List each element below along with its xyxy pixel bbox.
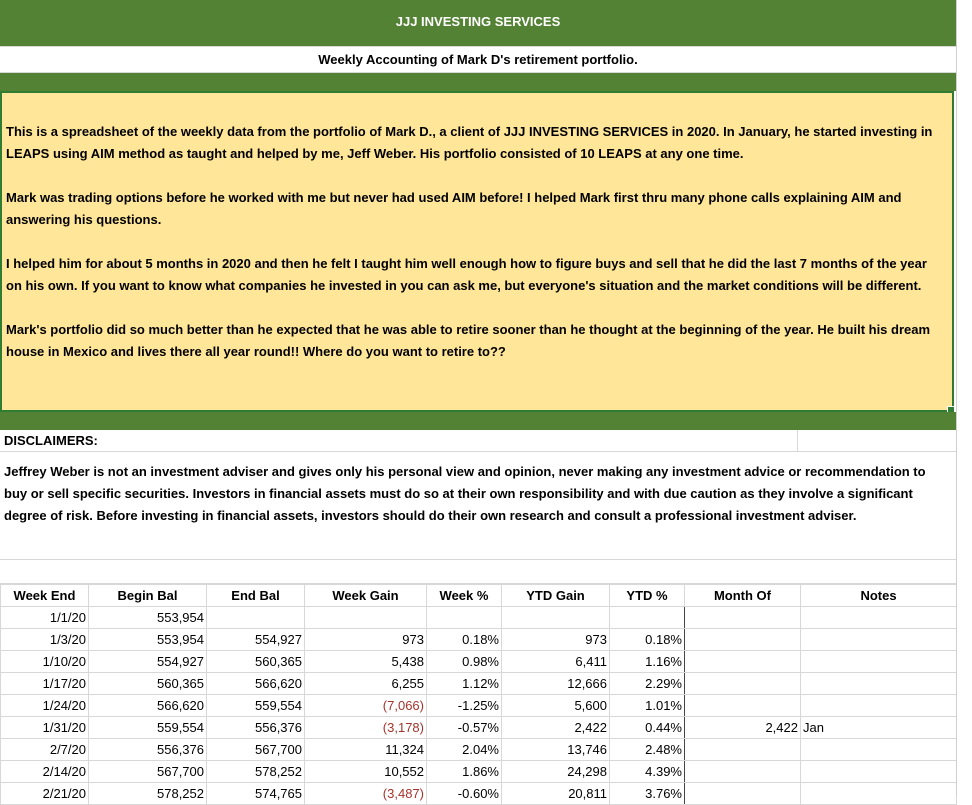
end-bal-cell[interactable]: 574,765 xyxy=(207,783,305,805)
blank-row[interactable] xyxy=(0,560,956,584)
table-row xyxy=(1,695,957,717)
cell-gridline xyxy=(797,430,798,452)
week-pct-cell[interactable] xyxy=(427,607,502,629)
week-end-cell[interactable]: 1/31/20 xyxy=(1,717,89,739)
end-bal-cell[interactable]: 554,927 xyxy=(207,629,305,651)
ytd-gain-cell[interactable]: 20,811 xyxy=(502,783,610,805)
week-end-cell[interactable]: 2/21/20 xyxy=(1,783,89,805)
begin-bal-cell[interactable]: 553,954 xyxy=(89,607,207,629)
table-row xyxy=(1,607,957,629)
subtitle-row[interactable] xyxy=(0,46,956,73)
ytd-pct-cell[interactable]: 0.44% xyxy=(610,717,685,739)
ytd-gain-cell[interactable]: 973 xyxy=(502,629,610,651)
week-gain-cell[interactable]: 10,552 xyxy=(305,761,427,783)
table-row xyxy=(1,673,957,695)
week-pct-cell[interactable]: -0.57% xyxy=(427,717,502,739)
begin-bal-cell[interactable]: 554,927 xyxy=(89,651,207,673)
ytd-pct-cell[interactable]: 2.29% xyxy=(610,673,685,695)
disclaimers-heading: DISCLAIMERS: xyxy=(4,433,98,448)
ytd-pct-cell[interactable]: 1.01% xyxy=(610,695,685,717)
table-row xyxy=(1,629,957,651)
table-row xyxy=(1,651,957,673)
ytd-pct-cell[interactable] xyxy=(610,607,685,629)
header-notes[interactable]: Notes xyxy=(801,585,957,607)
table-row xyxy=(1,717,957,739)
header-month-of[interactable]: Month Of xyxy=(685,585,801,607)
month-of-cell[interactable] xyxy=(685,695,801,717)
begin-bal-cell[interactable]: 560,365 xyxy=(89,673,207,695)
table-row xyxy=(1,739,957,761)
green-divider-bottom xyxy=(0,412,956,430)
intro-paragraph-4: Mark's portfolio did so much better than he expected that he was able to retire sooner than he thought at the beginning of the year. He built his dream house in Mexico and lives there all year round!! Where do you want to retire to?? xyxy=(6,322,931,359)
begin-bal-cell[interactable]: 559,554 xyxy=(89,717,207,739)
ytd-pct-cell[interactable]: 0.18% xyxy=(610,629,685,651)
table-row xyxy=(1,783,957,805)
begin-bal-cell[interactable]: 553,954 xyxy=(89,629,207,651)
notes-cell[interactable] xyxy=(801,761,957,783)
week-gain-cell[interactable] xyxy=(305,607,427,629)
ytd-pct-cell[interactable]: 3.76% xyxy=(610,783,685,805)
notes-cell[interactable] xyxy=(801,629,957,651)
month-of-cell[interactable] xyxy=(685,651,801,673)
week-end-cell[interactable]: 1/17/20 xyxy=(1,673,89,695)
month-of-cell[interactable] xyxy=(685,783,801,805)
notes-cell[interactable] xyxy=(801,739,957,761)
notes-cell[interactable] xyxy=(801,673,957,695)
ytd-gain-cell[interactable]: 13,746 xyxy=(502,739,610,761)
week-pct-cell[interactable]: -1.25% xyxy=(427,695,502,717)
week-gain-cell[interactable]: 6,255 xyxy=(305,673,427,695)
sheet-title: JJJ INVESTING SERVICES xyxy=(395,14,561,29)
month-of-cell[interactable] xyxy=(685,607,801,629)
end-bal-cell[interactable]: 556,376 xyxy=(207,717,305,739)
end-bal-cell[interactable]: 567,700 xyxy=(207,739,305,761)
green-divider-top xyxy=(0,73,956,91)
ytd-gain-cell[interactable]: 2,422 xyxy=(502,717,610,739)
ytd-gain-cell[interactable]: 6,411 xyxy=(502,651,610,673)
week-gain-cell[interactable]: 5,438 xyxy=(305,651,427,673)
notes-cell[interactable] xyxy=(801,607,957,629)
week-end-cell[interactable]: 1/3/20 xyxy=(1,629,89,651)
header-ytd-gain[interactable]: YTD Gain xyxy=(502,585,610,607)
end-bal-cell[interactable]: 559,554 xyxy=(207,695,305,717)
week-gain-cell[interactable]: (3,487) xyxy=(305,783,427,805)
header-begin-bal[interactable]: Begin Bal xyxy=(89,585,207,607)
begin-bal-cell[interactable]: 567,700 xyxy=(89,761,207,783)
week-pct-cell[interactable]: 0.18% xyxy=(427,629,502,651)
month-of-cell[interactable] xyxy=(685,761,801,783)
end-bal-cell[interactable]: 578,252 xyxy=(207,761,305,783)
right-column-edge xyxy=(956,0,972,796)
portfolio-table xyxy=(0,584,957,805)
header-week-pct[interactable]: Week % xyxy=(427,585,502,607)
week-pct-cell[interactable]: -0.60% xyxy=(427,783,502,805)
notes-cell[interactable] xyxy=(801,783,957,805)
begin-bal-cell[interactable]: 566,620 xyxy=(89,695,207,717)
sheet-subtitle: Weekly Accounting of Mark D's retirement portfolio. xyxy=(318,52,638,67)
week-pct-cell[interactable]: 1.86% xyxy=(427,761,502,783)
end-bal-cell[interactable]: 566,620 xyxy=(207,673,305,695)
month-of-cell[interactable] xyxy=(685,629,801,651)
week-pct-cell[interactable]: 0.98% xyxy=(427,651,502,673)
week-end-cell[interactable]: 2/7/20 xyxy=(1,739,89,761)
week-pct-cell[interactable]: 2.04% xyxy=(427,739,502,761)
header-ytd-pct[interactable]: YTD % xyxy=(610,585,685,607)
ytd-pct-cell[interactable]: 4.39% xyxy=(610,761,685,783)
ytd-gain-cell[interactable]: 5,600 xyxy=(502,695,610,717)
ytd-pct-cell[interactable]: 2.48% xyxy=(610,739,685,761)
intro-paragraph-1: This is a spreadsheet of the weekly data from the portfolio of Mark D., a client of JJJ INVESTING SERVICES in 2020. In January, he started investing in LEAPS using AIM method as taught and helped by me, Jeff Weber. His portfolio consisted of 10 LEAPS at any one time. xyxy=(6,124,933,161)
ytd-gain-cell[interactable]: 12,666 xyxy=(502,673,610,695)
week-end-cell[interactable]: 1/24/20 xyxy=(1,695,89,717)
month-of-cell[interactable] xyxy=(685,739,801,761)
week-gain-cell[interactable]: (3,178) xyxy=(305,717,427,739)
title-band[interactable] xyxy=(0,0,956,46)
week-end-cell[interactable]: 2/14/20 xyxy=(1,761,89,783)
header-row xyxy=(1,585,957,607)
notes-cell[interactable]: Jan xyxy=(801,717,957,739)
ytd-pct-cell[interactable]: 1.16% xyxy=(610,651,685,673)
begin-bal-cell[interactable]: 556,376 xyxy=(89,739,207,761)
disclaimers-text[interactable]: Jeffrey Weber is not an investment adviser and gives only his personal view and opinion, never making any investment advice or recommendation to buy or sell specific securities. Investors in financial assets must do so at their own responsibility and with due caution as they involve a significant degree of risk. Before investing in financial assets, investors should do their own research and consult a professional investment adviser. xyxy=(0,452,956,560)
ytd-gain-cell[interactable]: 24,298 xyxy=(502,761,610,783)
ytd-gain-cell[interactable] xyxy=(502,607,610,629)
begin-bal-cell[interactable]: 578,252 xyxy=(89,783,207,805)
header-end-bal[interactable]: End Bal xyxy=(207,585,305,607)
intro-paragraph-3: I helped him for about 5 months in 2020 and then he felt I taught him well enough how to figure buys and sell that he did the last 7 months of the year on his own. If you want to know what companies he invested in you can ask me, but everyone's situation and the market conditions will be different. xyxy=(6,256,927,293)
disclaimers-heading-row[interactable] xyxy=(0,430,956,452)
week-end-cell[interactable]: 1/1/20 xyxy=(1,607,89,629)
notes-cell[interactable] xyxy=(801,695,957,717)
month-of-cell[interactable] xyxy=(685,673,801,695)
week-end-cell[interactable]: 1/10/20 xyxy=(1,651,89,673)
week-gain-cell[interactable]: 11,324 xyxy=(305,739,427,761)
end-bal-cell[interactable] xyxy=(207,607,305,629)
header-week-end[interactable]: Week End xyxy=(1,585,89,607)
week-gain-cell[interactable]: (7,066) xyxy=(305,695,427,717)
intro-cell[interactable] xyxy=(0,91,954,412)
table-row xyxy=(1,761,957,783)
header-week-gain[interactable]: Week Gain xyxy=(305,585,427,607)
end-bal-cell[interactable]: 560,365 xyxy=(207,651,305,673)
week-pct-cell[interactable]: 1.12% xyxy=(427,673,502,695)
month-of-cell[interactable]: 2,422 xyxy=(685,717,801,739)
notes-cell[interactable] xyxy=(801,651,957,673)
intro-paragraph-2: Mark was trading options before he worked with me but never had used AIM before! I helped Mark first thru many phone calls explaining AIM and answering his questions. xyxy=(6,190,902,227)
week-gain-cell[interactable]: 973 xyxy=(305,629,427,651)
